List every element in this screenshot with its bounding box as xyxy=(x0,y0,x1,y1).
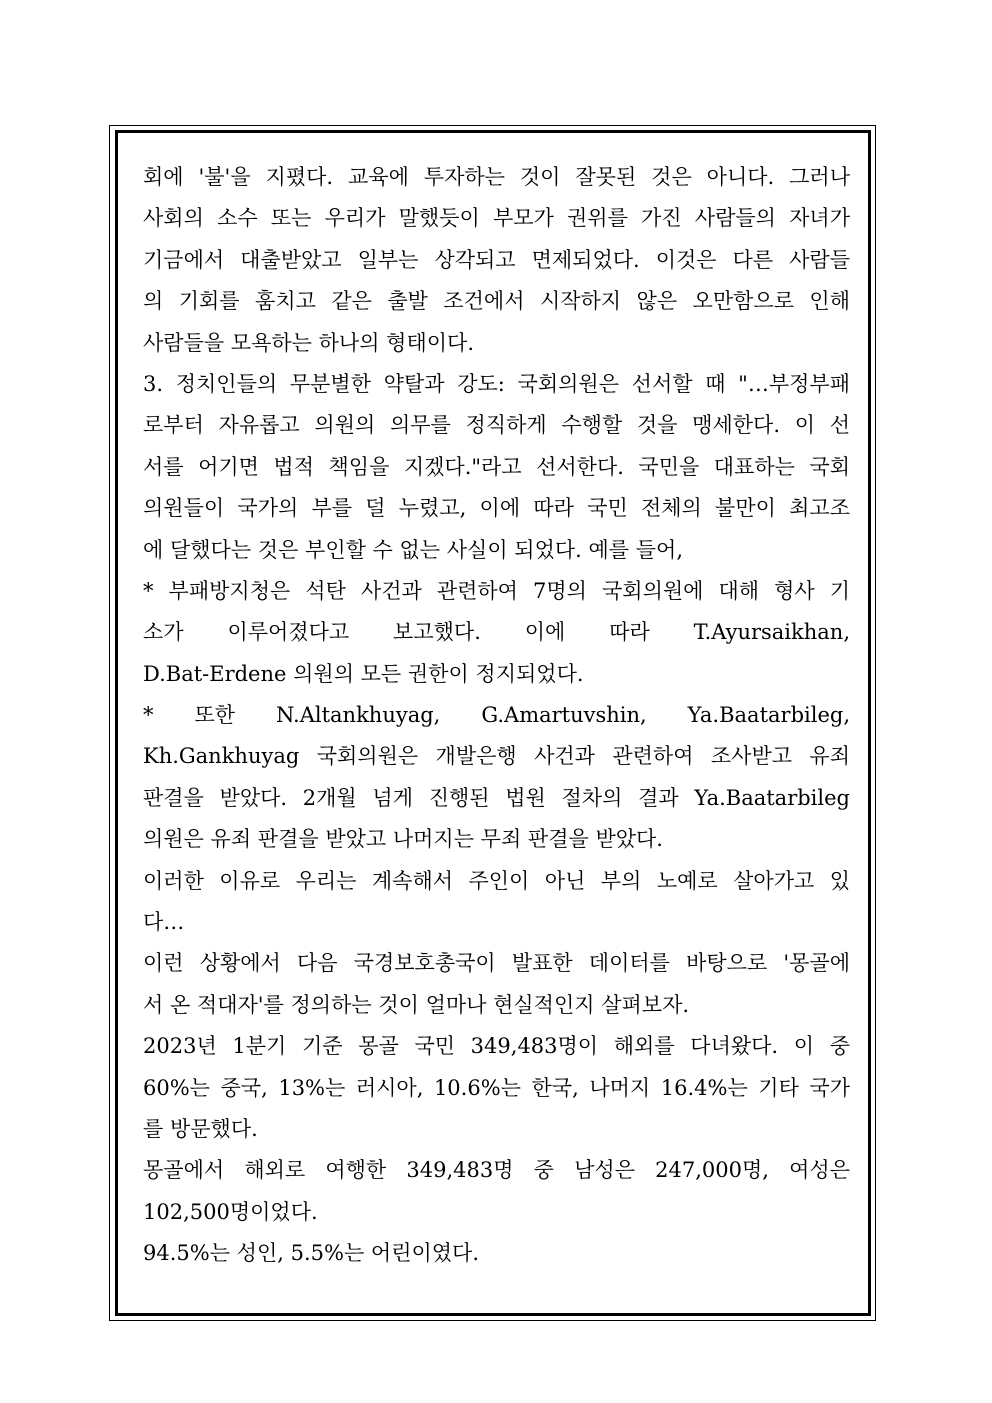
text-line: 의원은 유죄 판결을 받았고 나머지는 무죄 판결을 받았다. xyxy=(143,827,663,852)
text-line: * 부패방지청은 석탄 사건과 관련하여 7명의 국회의원에 대해 형사 기 xyxy=(143,578,850,603)
text-line: 를 방문했다. xyxy=(143,1116,258,1141)
text-line: 3. 정치인들의 무분별한 약탈과 강도: 국회의원은 선서할 때 "…부정부패 xyxy=(143,371,850,396)
text-line: 60%는 중국, 13%는 러시아, 10.6%는 한국, 나머지 16.4%는 기타 국가 xyxy=(143,1075,850,1100)
text-line: 몽골에서 해외로 여행한 349,483명 중 남성은 247,000명, 여성은 xyxy=(143,1158,850,1183)
text-line: 이러한 이유로 우리는 계속해서 주인이 아닌 부의 노예로 살아가고 있 xyxy=(143,868,850,893)
text-line: 판결을 받았다. 2개월 넘게 진행된 법원 절차의 결과 Ya.Baatarbileg xyxy=(143,785,850,810)
text-line: 이런 상황에서 다음 국경보호총국이 발표한 데이터를 바탕으로 '몽골에 xyxy=(143,951,850,976)
text-line: 다… xyxy=(143,910,185,935)
text-line: 94.5%는 성인, 5.5%는 어린이였다. xyxy=(143,1241,480,1266)
text-line: 의원들이 국가의 부를 덜 누렸고, 이에 따라 국민 전체의 불만이 최고조 xyxy=(143,496,850,521)
text-line: 사회의 소수 또는 우리가 말했듯이 부모가 권위를 가진 사람들의 자녀가 xyxy=(143,206,850,231)
text-line: 소가 이루어졌다고 보고했다. 이에 따라 T.Ayursaikhan, xyxy=(143,620,850,645)
text-line: 서 온 적대자'를 정의하는 것이 얼마나 현실적인지 살펴보자. xyxy=(143,992,690,1017)
text-line: 회에 '불'을 지폈다. 교육에 투자하는 것이 잘못된 것은 아니다. 그러나 xyxy=(143,165,850,189)
text-line: 서를 어기면 법적 책임을 지겠다."라고 선서한다. 국민을 대표하는 국회 xyxy=(143,454,850,479)
text-line: 기금에서 대출받았고 일부는 상각되고 면제되었다. 이것은 다른 사람들 xyxy=(143,247,850,272)
text-line: 로부터 자유롭고 의원의 의무를 정직하게 수행할 것을 맹세한다. 이 선 xyxy=(143,413,850,438)
text-line: * 또한 N.Altankhuyag, G.Amartuvshin, Ya.Baatarbileg, xyxy=(143,703,850,728)
text-line: 102,500명이었다. xyxy=(143,1199,318,1224)
text-line: 2023년 1분기 기준 몽골 국민 349,483명이 해외를 다녀왔다. 이 중 xyxy=(143,1034,850,1059)
text-line: Kh.Gankhuyag 국회의원은 개발은행 사건과 관련하여 조사받고 유죄 xyxy=(143,744,850,769)
text-line: D.Bat-Erdene 의원의 모든 권한이 정지되었다. xyxy=(143,661,584,686)
text-line: 에 달했다는 것은 부인할 수 없는 사실이 되었다. 예를 들어, xyxy=(143,537,684,562)
text-line: 의 기회를 훔치고 같은 출발 조건에서 시작하지 않은 오만함으로 인해 xyxy=(143,289,850,314)
document-body xyxy=(143,157,850,1275)
text-line: 사람들을 모욕하는 하나의 형태이다. xyxy=(143,330,474,355)
